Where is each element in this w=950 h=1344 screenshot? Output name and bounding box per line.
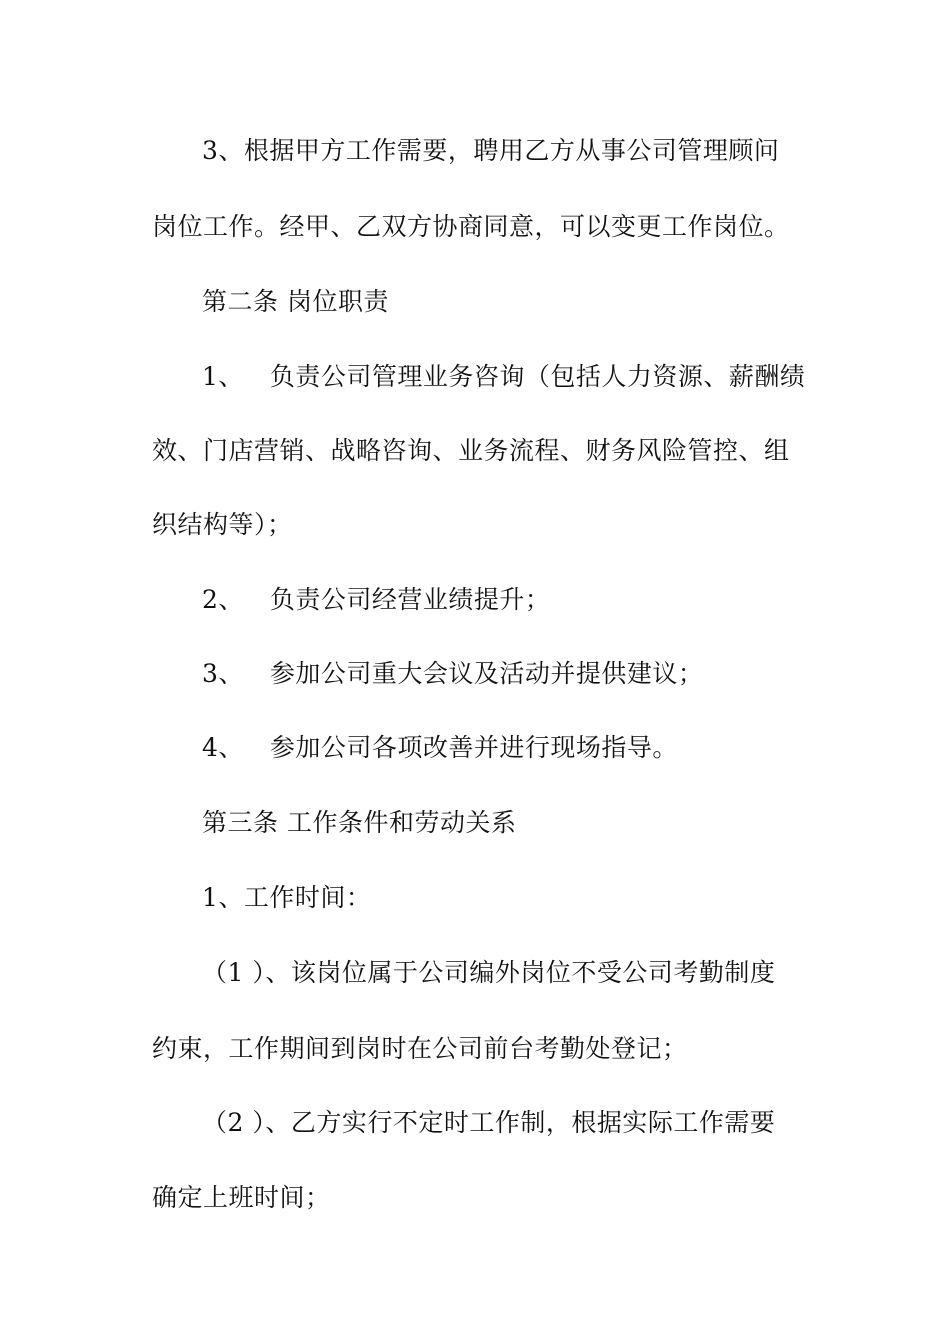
paragraph-line: （2 ）、乙方实行不定时工作制，根据实际工作需要 (202, 1108, 776, 1137)
paragraph-line: 确定上班时间； (152, 1183, 331, 1212)
paragraph-line: 1、工作时间： (202, 883, 372, 912)
list-marker: 4、 (202, 733, 244, 762)
paragraph-line: 3、根据甲方工作需要，聘用乙方从事公司管理顾问 (202, 136, 780, 165)
paragraph-line: （1 ）、该岗位属于公司编外岗位不受公司考勤制度 (202, 958, 776, 987)
list-marker: 1、 (202, 362, 244, 391)
paragraph-line: 岗位工作。经甲、乙双方协商同意，可以变更工作岗位。 (152, 212, 790, 241)
list-item-text: 负责公司经营业绩提升； (269, 585, 551, 614)
list-item (202, 585, 862, 615)
paragraph-line: 约束，工作期间到岗时在公司前台考勤处登记； (152, 1034, 688, 1063)
list-item (202, 362, 862, 392)
list-item-text: 参加公司各项改善并进行现场指导。 (269, 733, 678, 762)
list-item (202, 659, 862, 689)
section-heading: 第二条 岗位职责 (202, 287, 389, 316)
list-item (202, 733, 862, 763)
list-item-text: 参加公司重大会议及活动并提供建议； (269, 659, 704, 688)
list-marker: 2、 (202, 585, 244, 614)
list-marker: 3、 (202, 659, 244, 688)
section-heading: 第三条 工作条件和劳动关系 (202, 808, 517, 837)
list-item-text: 负责公司管理业务咨询（包括人力资源、薪酬绩 (269, 362, 806, 391)
paragraph-line: 效、门店营销、战略咨询、业务流程、财务风险管控、组 (152, 436, 790, 465)
paragraph-line: 织结构等）； (152, 510, 293, 539)
